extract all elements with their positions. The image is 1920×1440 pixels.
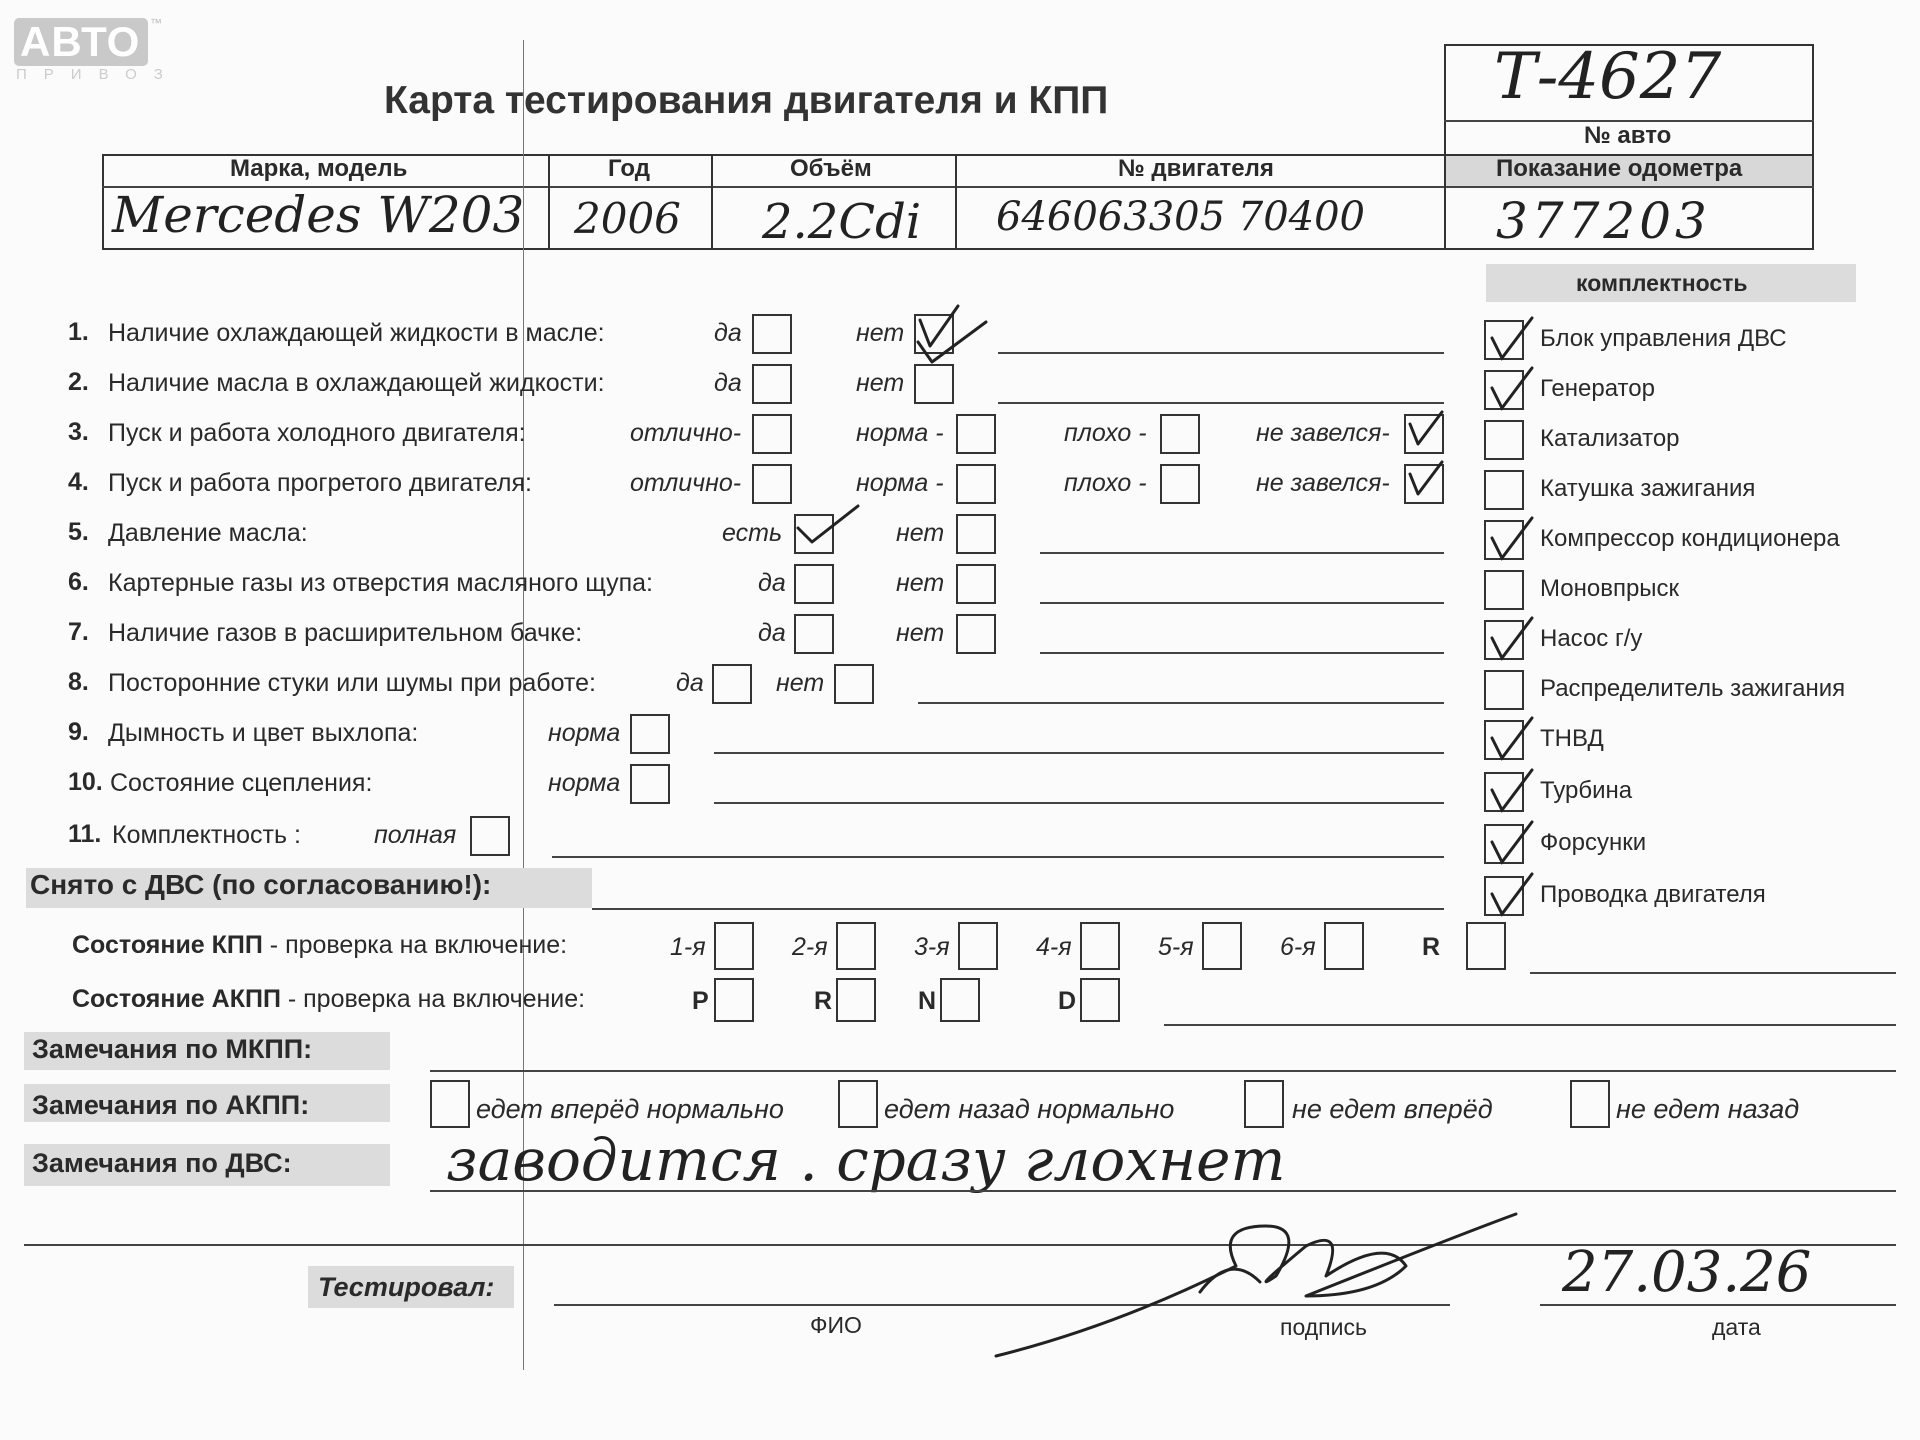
fio-label: ФИО [810, 1312, 862, 1338]
kpp-gear-label: 1-я [670, 933, 706, 961]
option-label: полная [374, 821, 457, 849]
option-label: да [714, 369, 742, 397]
logo-tm: ™ [150, 16, 162, 30]
engine-value: 646063305 70400 [996, 194, 1366, 240]
checkmark-icon [798, 506, 858, 542]
item-number: 11. [68, 820, 102, 848]
option-label: нет [896, 619, 945, 647]
option-label: едет назад нормально [884, 1094, 1175, 1124]
item-number: 8. [68, 668, 89, 696]
checkmark-icon [1410, 412, 1442, 444]
option-label: нет [776, 669, 825, 697]
option-label: норма [548, 769, 621, 797]
kpp-gear-label: R [1422, 933, 1441, 961]
completeness-title: комплектность [1576, 270, 1748, 296]
item-text: Давление масла: [108, 519, 308, 547]
item-number: 9. [68, 718, 89, 746]
option-label: норма - [856, 469, 944, 497]
completeness-label: Компрессор кондиционера [1540, 525, 1840, 552]
option-label: не едет назад [1616, 1094, 1800, 1124]
brand-value: Mercedes W203 [112, 186, 525, 244]
signature-icon [996, 1214, 1516, 1356]
option-label: да [758, 569, 786, 597]
checkmark-icon [920, 306, 958, 346]
completeness-label: Моновпрыск [1540, 575, 1680, 602]
item-number: 2. [68, 368, 89, 396]
volume-value: 2.2Cdi [762, 194, 922, 250]
option-label: нет [856, 369, 905, 397]
option-label: не завелся- [1256, 419, 1390, 447]
odometer-label: Показание одометра [1496, 155, 1743, 182]
signature-label: подпись [1280, 1314, 1367, 1340]
option-label: не едет вперёд [1292, 1094, 1493, 1124]
completeness-label: Катализатор [1540, 425, 1680, 452]
akpp-gear-label: D [1058, 987, 1077, 1015]
completeness-label: Блок управления ДВС [1540, 325, 1787, 352]
completeness-label: Катушка зажигания [1540, 475, 1756, 502]
option-label: едет вперёд нормально [476, 1094, 784, 1124]
kpp-gear-label: 2-я [792, 933, 828, 961]
item-text: Пуск и работа холодного двигателя: [108, 419, 526, 447]
auto-number-value: Т-4627 [1494, 40, 1722, 114]
tested-label: Тестировал: [318, 1272, 495, 1302]
item-text: Наличие масла в охлаждающей жидкости: [108, 369, 605, 397]
completeness-label: Распределитель зажигания [1540, 675, 1846, 702]
item-text: Посторонние стуки или шумы при работе: [108, 669, 596, 697]
akpp-gear-label: R [814, 987, 833, 1015]
year-value: 2006 [574, 194, 681, 243]
auto-number-label: № авто [1584, 122, 1672, 149]
option-label: есть [722, 519, 783, 547]
item-text: Комплектность : [112, 821, 301, 849]
completeness-label: Насос г/у [1540, 625, 1643, 652]
option-label: отлично- [630, 469, 742, 497]
option-label: нет [896, 519, 945, 547]
volume-label: Объём [790, 155, 872, 182]
option-label: плохо - [1064, 469, 1147, 497]
option-label: да [758, 619, 786, 647]
item-text: Пуск и работа прогретого двигателя: [108, 469, 532, 497]
completeness-label: Форсунки [1540, 829, 1647, 856]
completeness-label: Проводка двигателя [1540, 881, 1766, 908]
removed-label: Снято с ДВС (по согласованию!): [30, 869, 492, 900]
date-value: 27.03.26 [1562, 1240, 1812, 1305]
completeness-label: Генератор [1540, 375, 1655, 402]
option-label: да [676, 669, 704, 697]
item-text: Наличие охлаждающей жидкости в масле: [108, 319, 605, 347]
odometer-value: 377203 [1496, 192, 1711, 250]
item-number: 5. [68, 518, 89, 546]
option-label: не завелся- [1256, 469, 1390, 497]
brand-label: Марка, модель [230, 155, 408, 182]
checkmark-icon [1410, 462, 1442, 494]
item-text: Наличие газов в расширительном бачке: [108, 619, 583, 647]
item-number: 4. [68, 468, 89, 496]
page-title: Карта тестирования двигателя и КПП [384, 79, 1109, 122]
remarks-dvs-value: заводится . сразу глохнет [446, 1126, 1286, 1194]
date-label: дата [1712, 1314, 1761, 1340]
item-number: 3. [68, 418, 89, 446]
option-label: нет [856, 319, 905, 347]
item-number: 6. [68, 568, 89, 596]
option-label: плохо - [1064, 419, 1147, 447]
option-label: отлично- [630, 419, 742, 447]
option-label: норма - [856, 419, 944, 447]
akpp-label: Состояние АКПП - проверка на включение: [72, 985, 586, 1013]
akpp-gear-label: P [692, 987, 709, 1015]
option-label: нет [896, 569, 945, 597]
item-number: 7. [68, 618, 89, 646]
item-number: 1. [68, 318, 89, 346]
year-label: Год [608, 155, 650, 182]
remarks-akpp-label: Замечания по АКПП: [32, 1090, 310, 1120]
engine-label: № двигателя [1118, 155, 1274, 182]
kpp-gear-label: 6-я [1280, 933, 1316, 961]
remarks-dvs-label: Замечания по ДВС: [32, 1148, 292, 1178]
item-number: 10. [68, 768, 103, 796]
logo-text: АВТО [20, 18, 141, 65]
kpp-gear-label: 5-я [1158, 933, 1194, 961]
remarks-mkpp-label: Замечания по МКПП: [32, 1034, 313, 1064]
completeness-label: Турбина [1540, 777, 1633, 804]
completeness-label: ТНВД [1540, 725, 1604, 752]
option-label: норма [548, 719, 621, 747]
item-text: Состояние сцепления: [110, 769, 373, 797]
kpp-gear-label: 3-я [914, 933, 950, 961]
item-text: Картерные газы из отверстия масляного щупа: [108, 569, 653, 597]
akpp-gear-label: N [918, 987, 937, 1015]
item-text: Дымность и цвет выхлопа: [108, 719, 419, 747]
option-label: да [714, 319, 742, 347]
logo-subtext: ПРИВОЗ [16, 66, 180, 83]
kpp-gear-label: 4-я [1036, 933, 1072, 961]
kpp-label: Состояние КПП - проверка на включение: [72, 931, 568, 959]
